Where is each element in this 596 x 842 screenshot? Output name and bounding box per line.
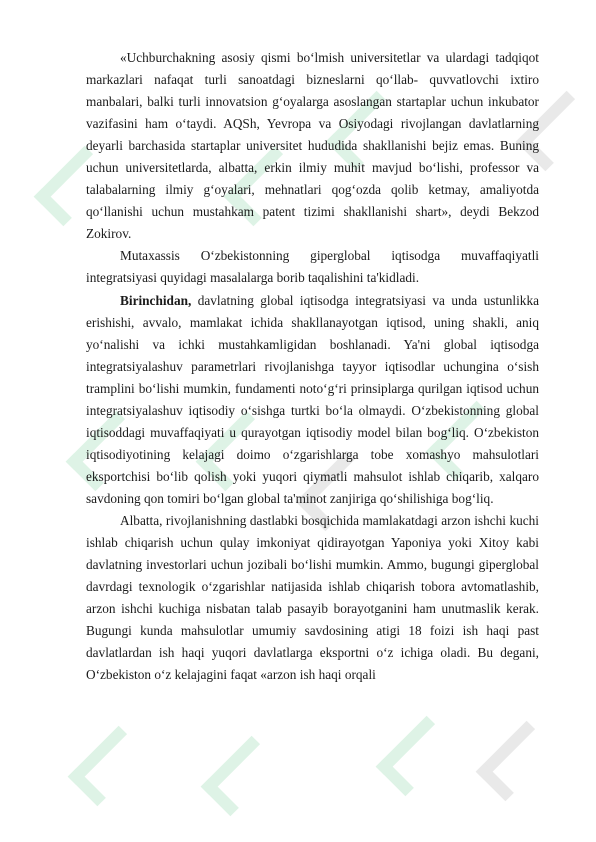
paragraph-text: Mutaxassis O‘zbekistonning giperglobal iqtisodga muvaffaqiyatli integratsiyasi quyidagi masalalarga borib taqalishini ta'kidladi. — [86, 248, 539, 286]
paragraph — [86, 290, 539, 510]
watermark-mark — [476, 721, 557, 802]
paragraph — [86, 510, 539, 686]
paragraph-text: Albatta, rivojlanishning dastlabki bosqichida mamlakatdagi arzon ishchi kuchi ishlab chiqarish uchun qulay imkoniyat qidirayotgan Yaponiya yoki Xitoy kabi davlatning investorlari uchun jozibali bo‘lishi mumkin. Ammo, bugungi giperglobal davrdagi texnologik o‘zgarishlar natijasida ishlab chiqarish tobora avtomatlashib, arzon ishchi kuchiga nisbatan talab pasayib borayotganini ham unutmaslik kerak. Bugungi kunda mahsulotlar umumiy savdosining atigi 18 foizi ish haqi past davlatlardan ish haqi yuqori davlatlarga eksportni o‘z ichiga oladi. Bu degani, O‘zbekiston o‘z kelajagini faqat «arzon ish haqi orqali — [86, 512, 539, 683]
paragraph — [86, 47, 539, 245]
watermark-mark — [376, 716, 457, 797]
paragraph — [86, 245, 539, 289]
watermark-mark — [68, 726, 149, 807]
document-body — [86, 47, 539, 686]
watermark-mark — [201, 736, 282, 817]
paragraph-text: davlatning global iqtisodga integratsiyasi va unda ustunlikka erishishi, avvalo, mamlakat ichida shakllanayotgan iqtisod, uning shakli, aniq yo‘nalishi va ichki mustahkamligidan boshlanadi. Ya'ni global iqtisodga integratsiyalashuv parametrlari rivojlanishga tayyor iqtisodlar uchungina o‘sish tramplini bo‘lishi mumkin, fundamenti noto‘g‘ri prinsiplarga qurilgan iqtisod uchun integratsiyalashuv iqtisodiy o‘sishga turtki bo‘la olmaydi. O‘zbekistonning global iqtisoddagi muvaffaqiyati u qurayotgan iqtisodiy model bilan bog‘liq. O‘zbekiston iqtisodiyotining kelajagi doimo o‘zgarishlarga tobe xomashyo mahsulotlari eksportchisi bo‘lib qolish yoki yuqori qiymatli mahsulot ishlab chiqarib, xalqaro savdoning qon tomiri bo‘lgan global ta'minot zanjiriga qo‘shilishiga bog‘liq. — [86, 292, 539, 506]
paragraph-text: «Uchburchakning asosiy qismi bo‘lmish universitetlar va ulardagi tadqiqot markazlari nafaqat turli sanoatdagi bizneslarni qo‘llab- quvvatlovchi ixtiro manbalari, balki turli innovatsion g‘oyalarga asoslangan startaplar uchun inkubator vazifasini ham o‘taydi. AQSh, Yevropa va Osiyodagi rivojlangan davlatlarning deyarli barchasida startaplar universitet hududida shakllanishi bejiz emas. Buning uchun universitetlarda, albatta, erkin ilmiy muhit mavjud bo‘lishi, professor va talabalarning ilmiy g‘oyalari, mehnatlari qog‘ozda qolib ketmay, amaliyotda qo‘llanishi uchun mustahkam patent tizimi shakllanishi shart», deydi Bekzod Zokirov. — [86, 50, 539, 242]
paragraph-bold-lead: Birinchidan, — [120, 292, 192, 308]
